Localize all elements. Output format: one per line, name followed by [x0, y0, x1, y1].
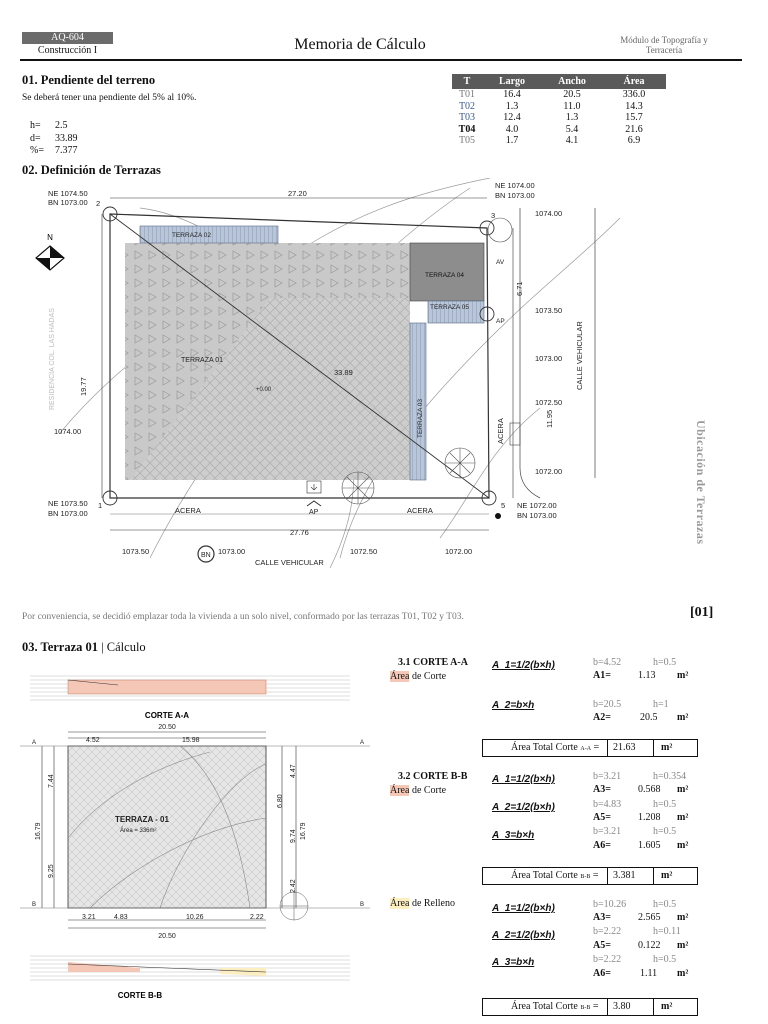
formula: A_2=1/2(b×h)	[492, 802, 555, 813]
terrace-id: T01	[458, 89, 476, 101]
base-value: b=10.26	[593, 899, 627, 910]
terrace-area: 336.0	[622, 89, 646, 101]
marker-a-right: A	[360, 740, 365, 746]
terrace-ancho: 1.3	[565, 112, 579, 124]
area-value: 2.565	[638, 912, 661, 923]
corner-1-bn: BN 1073.00	[48, 509, 88, 518]
header-rule	[20, 59, 742, 61]
top-dim-a: 4.52	[86, 737, 100, 744]
site-plan	[20, 178, 720, 570]
height-value: h=0.5	[653, 657, 677, 668]
height-value: h=0.5	[653, 899, 677, 910]
top-total-dim: 20.50	[158, 724, 176, 731]
corner-3-bn: BN 1073.00	[495, 191, 535, 200]
table-row	[452, 135, 666, 147]
left-dimension: 19.77	[79, 377, 88, 396]
area-name: A2=	[593, 712, 611, 723]
corte-aa-area-label: Área de Corte	[390, 671, 447, 682]
right-dim-a: 4.47	[290, 764, 297, 778]
height-value: h=0.5	[653, 954, 677, 965]
page-title: Memoria de Cálculo	[294, 36, 426, 53]
height-value: h=1	[653, 699, 669, 710]
course-name: Construcción I	[37, 45, 98, 56]
area-name: A5=	[593, 940, 611, 951]
area-name: A1=	[593, 670, 611, 681]
sidewalk-label-1: ACERA	[175, 506, 201, 515]
ap-right-label: AP	[496, 318, 505, 325]
area-value: 1.605	[638, 840, 661, 851]
corner-3-ne: NE 1074.00	[495, 181, 535, 190]
area-unit: m²	[677, 784, 689, 795]
formula: A_2=b×h	[492, 700, 535, 711]
bottom-contour-2: 1073.00	[218, 547, 246, 556]
total-label: Área Total Corte B-B =	[511, 870, 599, 881]
slope-row	[30, 120, 78, 133]
drawing-reference: [01]	[690, 605, 714, 620]
formula: A_3=b×h	[492, 957, 535, 968]
sidewalk-right-label: ACERA	[496, 418, 505, 444]
area-value: 1.13	[638, 670, 656, 681]
table-row	[452, 112, 666, 124]
terrace-largo: 1.7	[505, 135, 519, 147]
av-label: AV	[496, 259, 505, 266]
slope-row	[30, 145, 78, 158]
corte-aa-title: 3.1 CORTE A-A	[398, 657, 468, 668]
formula: A_3=b×h	[492, 830, 535, 841]
total-value: 3.80	[613, 1001, 631, 1012]
terrace-ancho: 5.4	[565, 123, 579, 135]
diagonal-dimension: 33.89	[334, 368, 353, 377]
bottom-total-dim: 20.50	[158, 933, 176, 940]
corner-5-bn: BN 1073.00	[517, 511, 557, 520]
left-dim-a: 7.44	[48, 774, 55, 788]
terrace-area: 15.7	[625, 112, 643, 124]
formula: A_2=1/2(b×h)	[492, 930, 555, 941]
base-value: b=2.22	[593, 954, 622, 965]
area-name: A5=	[593, 812, 611, 823]
area-unit: m²	[677, 670, 689, 681]
area-name: A6=	[593, 840, 611, 851]
terrace-ancho: 20.5	[563, 89, 581, 101]
corner-1-number: 1	[98, 501, 103, 510]
formula: A_1=1/2(b×h)	[492, 774, 555, 785]
table-header-row	[452, 74, 666, 89]
module-line-2: Terracería	[645, 45, 683, 55]
right-dim-c: 2.42	[290, 879, 297, 893]
formula: A_1=1/2(b×h)	[492, 660, 555, 671]
base-value: b=2.22	[593, 926, 622, 937]
area-unit: m²	[677, 712, 689, 723]
terrace-area: 21.6	[625, 123, 643, 135]
table-header: T	[452, 74, 482, 89]
marker-b-right: B	[360, 902, 365, 908]
table-header: Ancho	[542, 74, 602, 89]
terrace-area: 14.3	[625, 100, 643, 112]
left-contour-label: 1074.00	[54, 427, 82, 436]
base-value: b=3.21	[593, 826, 622, 837]
height-value: h=0.5	[653, 826, 677, 837]
area-name: A6=	[593, 968, 611, 979]
bottom-dim-d: 2.22	[250, 914, 264, 921]
slope-value: 7.377	[55, 145, 78, 156]
corner-2-number: 2	[96, 199, 101, 208]
contour-label-3: 1073.00	[535, 354, 563, 363]
total-box-relleno	[482, 998, 698, 1016]
total-unit: m²	[661, 870, 673, 881]
base-value: b=20.5	[593, 699, 622, 710]
section-3-title-rest: | Cálculo	[98, 640, 146, 654]
area-value: 0.568	[638, 784, 661, 795]
slope-row	[30, 133, 78, 146]
course-code: AQ-604	[22, 32, 113, 44]
section-1-title: 01. Pendiente del terreno	[22, 73, 156, 87]
contour-label-5: 1072.00	[535, 467, 563, 476]
area-unit: m²	[677, 812, 689, 823]
left-total-dim: 16.79	[35, 822, 42, 840]
terrace-05-label: TERRAZA 05	[430, 304, 470, 311]
section-2-title: 02. Definición de Terrazas	[22, 163, 161, 177]
module-line-1: Módulo de Topografía y	[620, 35, 708, 45]
slope-values	[30, 120, 78, 158]
terrace-04-label: TERRAZA 04	[425, 272, 465, 279]
left-neighbor-label: RESIDENCIA COL. LAS HADAS	[49, 308, 56, 410]
contour-label-2: 1073.50	[535, 306, 563, 315]
marker-b-left: B	[32, 902, 37, 908]
area-value: 0.122	[638, 940, 661, 951]
section-3-title	[22, 640, 146, 655]
right-dimension-1: 6.71	[515, 281, 524, 296]
side-label: Ubicación de Terrazas	[694, 420, 708, 545]
terrace-01-label: TERRAZA 01	[181, 357, 224, 364]
area-name: A3=	[593, 784, 611, 795]
terrace-largo: 4.0	[505, 123, 519, 135]
terrace-largo: 12.4	[503, 112, 521, 124]
slope-label: d=	[30, 132, 41, 144]
bottom-dim-a: 3.21	[82, 914, 96, 921]
bottom-dim-b: 4.83	[114, 914, 128, 921]
table-header: Área	[602, 74, 666, 89]
sidewalk-label-2: ACERA	[407, 506, 433, 515]
slope-label: h=	[30, 120, 41, 131]
terrace-03-label: TERRAZA 03	[417, 398, 424, 438]
bottom-dimension: 27.76	[290, 528, 309, 537]
north-arrow	[36, 233, 64, 270]
total-unit: m²	[661, 1001, 673, 1012]
area-unit: m²	[677, 912, 689, 923]
terraces-table	[452, 74, 666, 147]
corte-bb-label: CORTE B-B	[117, 991, 163, 1000]
total-box-aa	[482, 739, 698, 757]
total-value: 3.381	[613, 870, 636, 881]
table-row	[452, 101, 666, 113]
terrace-ancho: 11.0	[563, 100, 581, 112]
section-2-note: Por conveniencia, se decidió emplazar toda la vivienda a un solo nivel, conformado por las terrazas T01, T02 y T03.	[22, 612, 464, 622]
terrace-id: T05	[458, 135, 476, 147]
area-value: 1.208	[638, 812, 661, 823]
area-name: A3=	[593, 912, 611, 923]
corner-1-ne: NE 1073.50	[48, 499, 88, 508]
terrace-largo: 1.3	[505, 100, 519, 112]
marker-a-left: A	[32, 740, 37, 746]
area-unit: m²	[677, 840, 689, 851]
total-label: Área Total Corte B-B =	[511, 1001, 599, 1012]
top-dim-b: 15.98	[182, 737, 200, 744]
bottom-contour-4: 1072.00	[445, 547, 473, 556]
corte-bb-title: 3.2 CORTE B-B	[398, 771, 468, 782]
terrace-ancho: 4.1	[565, 135, 579, 147]
section-3-title-bold: 03. Terraza 01	[22, 640, 99, 654]
street-label: CALLE VEHICULAR	[255, 558, 324, 567]
section-aa-strip	[30, 676, 350, 720]
north-label: N	[47, 233, 53, 242]
left-dim-b: 9.25	[48, 864, 55, 878]
terrace-02-label: TERRAZA 02	[172, 232, 212, 239]
right-mid-dim: 6.80	[277, 794, 284, 808]
relleno-area-label: Área de Relleno	[390, 898, 455, 909]
base-value: b=3.21	[593, 771, 622, 782]
bottom-contour-3: 1072.50	[350, 547, 378, 556]
terrace-id: T03	[458, 112, 476, 124]
total-unit: m²	[661, 742, 673, 753]
section-1-text: Se deberá tener una pendiente del 5% al 10%.	[22, 93, 197, 103]
base-value: b=4.52	[593, 657, 622, 668]
contour-label-1: 1074.00	[535, 209, 563, 218]
right-total-dim: 16.79	[300, 822, 307, 840]
corte-bb-area-label: Área de Corte	[390, 785, 447, 796]
corner-3-number: 3	[491, 211, 496, 220]
slope-value: 2.5	[55, 120, 68, 131]
corner-5-number: 5	[501, 501, 506, 510]
height-value: h=0.354	[653, 771, 687, 782]
terrace-01-plan	[68, 746, 266, 908]
right-dimension-2: 11.95	[545, 409, 554, 428]
total-box-bb	[482, 867, 698, 885]
formula: A_1=1/2(b×h)	[492, 903, 555, 914]
terrace-title: TERRAZA - 01	[115, 815, 169, 824]
bn-label: BN	[201, 552, 211, 559]
terrace-area: 6.9	[627, 135, 641, 147]
slope-label: %=	[30, 145, 44, 156]
area-value: 1.11	[640, 968, 658, 979]
slope-value: 33.89	[55, 132, 78, 144]
terrace-largo: 16.4	[503, 89, 521, 101]
corner-2-bn: BN 1073.00	[48, 198, 88, 207]
area-unit: m²	[677, 968, 689, 979]
terrace-01-level: +0.00	[256, 387, 272, 393]
total-label: Área Total Corte A-A =	[511, 742, 600, 753]
contour-label-4: 1072.50	[535, 398, 563, 407]
bottom-dim-c: 10.26	[186, 914, 204, 921]
bottom-contour-1: 1073.50	[122, 547, 150, 556]
section-bb-strip	[30, 956, 350, 1000]
corner-2-ne: NE 1074.50	[48, 189, 88, 198]
module-label	[598, 35, 730, 55]
terrace-01-drawing	[20, 668, 380, 1008]
terrace-id: T04	[458, 123, 476, 135]
base-value: b=4.83	[593, 799, 622, 810]
ap-label: AP	[309, 509, 319, 516]
height-value: h=0.5	[653, 799, 677, 810]
terrace-area-label: Área = 336m²	[120, 828, 157, 834]
table-header: Largo	[482, 74, 542, 89]
corte-aa-label: CORTE A-A	[144, 711, 190, 720]
right-dim-b: 9.74	[290, 829, 297, 843]
street-right-label: CALLE VEHICULAR	[575, 321, 584, 390]
corner-5-ne: NE 1072.00	[517, 501, 557, 510]
height-value: h=0.11	[653, 926, 681, 937]
terrace-id: T02	[458, 100, 476, 112]
area-unit: m²	[677, 940, 689, 951]
area-value: 20.5	[640, 712, 658, 723]
total-value: 21.63	[613, 742, 636, 753]
table-row	[452, 124, 666, 136]
table-row	[452, 89, 666, 101]
top-dimension: 27.20	[288, 189, 307, 198]
